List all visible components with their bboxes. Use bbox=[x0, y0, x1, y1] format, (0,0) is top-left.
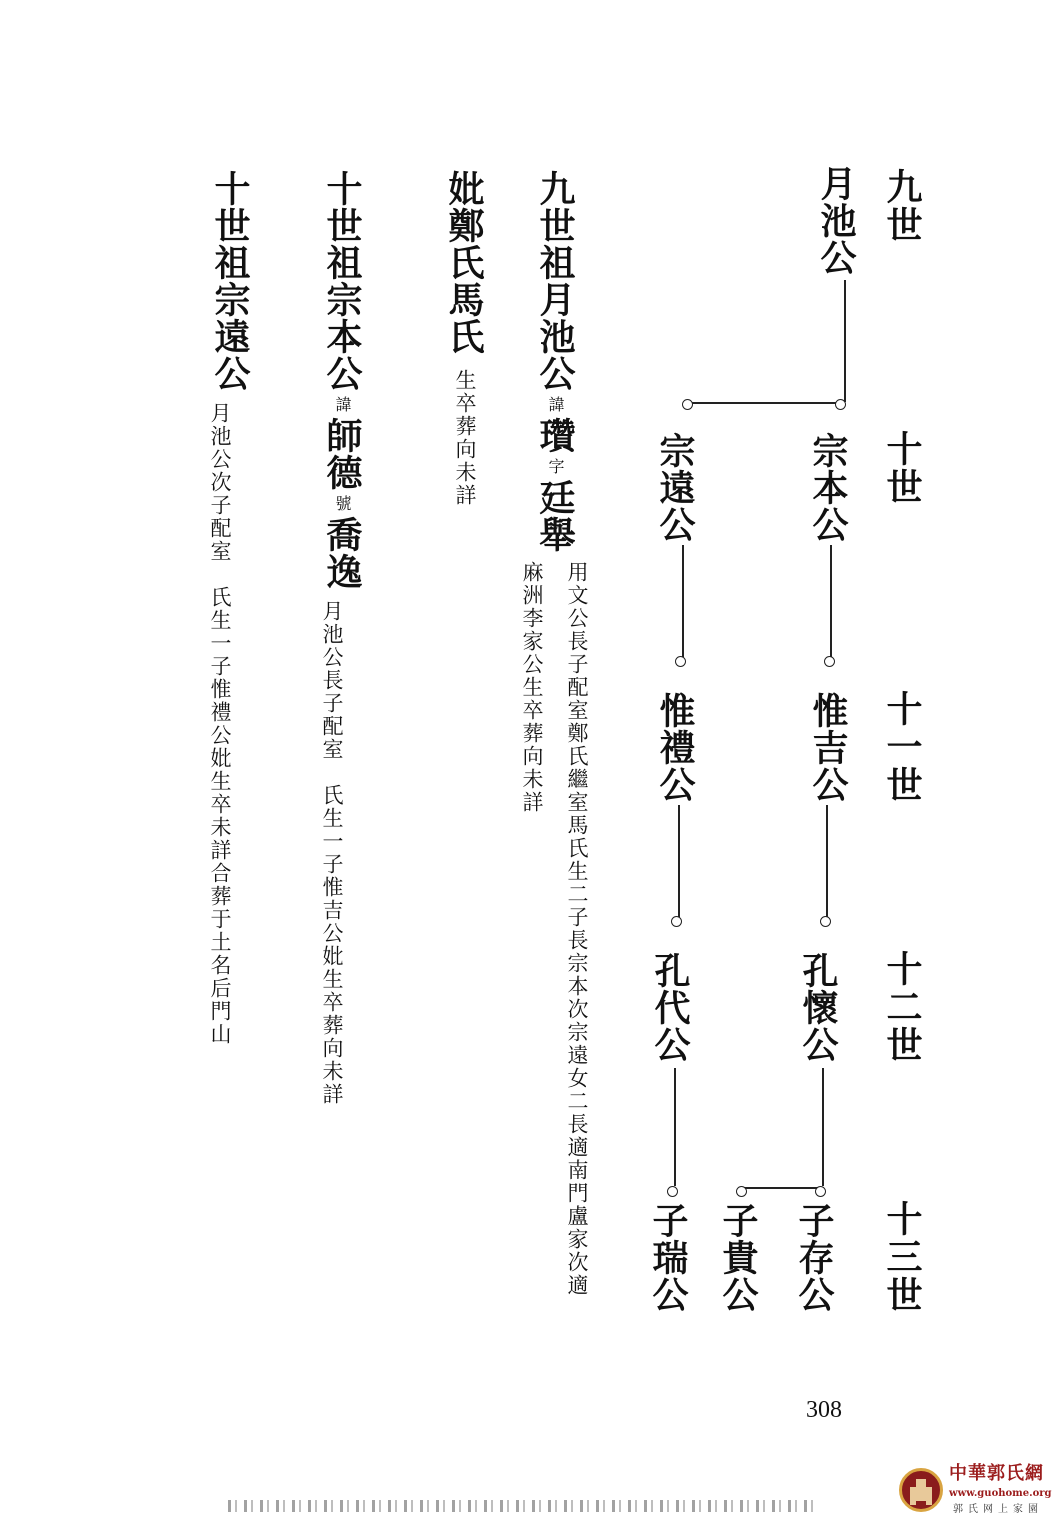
tree-line bbox=[830, 545, 832, 657]
watermark-name: 中華郭氏網 bbox=[949, 1463, 1044, 1484]
tree-line bbox=[682, 545, 684, 657]
tree-node-weiji: 惟吉公 bbox=[807, 692, 849, 803]
tree-node-zongyuan: 宗遠公 bbox=[654, 432, 696, 543]
entry-zongyuan-note: 月池公次子配室 氏生一子惟禮公妣生卒未詳合葬于土名后門山 bbox=[208, 402, 232, 1046]
tree-node-zirui: 子瑞公 bbox=[647, 1202, 689, 1313]
entry-zongben bbox=[320, 170, 363, 1106]
zi-mark: 字 bbox=[546, 458, 565, 475]
tree-node-marker bbox=[815, 1186, 826, 1197]
hui-mark: 諱 bbox=[333, 396, 352, 413]
generation-12: 十二世 bbox=[881, 950, 923, 1064]
tree-node-yuechi: 月池公 bbox=[815, 165, 857, 276]
entry-yuechi bbox=[520, 170, 589, 1297]
tree-line bbox=[822, 1068, 824, 1186]
entry-spouse-heading: 妣鄭氏馬氏 bbox=[443, 170, 485, 355]
given-name: 師德 bbox=[321, 417, 363, 491]
entry-zongben-heading bbox=[321, 170, 363, 590]
entry-zongyuan bbox=[208, 170, 251, 1046]
tree-node-kongdai: 孔代公 bbox=[649, 952, 691, 1063]
tree-line bbox=[678, 805, 680, 917]
scan-artifact bbox=[228, 1500, 818, 1512]
entry-title: 十世祖宗本公 bbox=[321, 170, 363, 392]
entry-yuechi-note-2: 麻洲李家公生卒葬向未詳 bbox=[520, 561, 544, 814]
tree-node-marker bbox=[682, 399, 693, 410]
entry-yuechi-heading bbox=[534, 170, 576, 553]
tree-node-marker bbox=[820, 916, 831, 927]
tree-line bbox=[744, 1187, 822, 1189]
generation-13: 十三世 bbox=[881, 1200, 923, 1314]
tree-node-marker bbox=[671, 916, 682, 927]
generation-11: 十一世 bbox=[881, 690, 923, 804]
courtesy-name: 廷舉 bbox=[534, 479, 576, 553]
page-number: 308 bbox=[806, 1397, 842, 1423]
entry-spouse-note: 生卒葬向未詳 bbox=[453, 369, 477, 507]
hao-mark: 號 bbox=[333, 495, 352, 512]
tree-line bbox=[690, 402, 842, 404]
entry-title: 九世祖月池公 bbox=[534, 170, 576, 392]
watermark-url: www.guohome.org bbox=[949, 1488, 1052, 1499]
tree-node-zicun: 子存公 bbox=[793, 1202, 835, 1313]
entry-yuechi-note-1: 用文公長子配室鄭氏繼室馬氏生二子長宗本次宗遠女二長適南門盧家次適 bbox=[565, 561, 589, 1297]
art-name: 喬逸 bbox=[321, 516, 363, 590]
tree-node-weili: 惟禮公 bbox=[654, 692, 696, 803]
watermark-slogan: 郭氏网上家園 bbox=[953, 1504, 1043, 1515]
tree-node-zigui: 子貴公 bbox=[717, 1202, 759, 1313]
tree-line bbox=[826, 805, 828, 917]
tree-line bbox=[674, 1068, 676, 1186]
tree-node-zongben: 宗本公 bbox=[807, 432, 849, 543]
tree-node-konghuai: 孔懷公 bbox=[797, 952, 839, 1063]
tree-node-marker bbox=[835, 399, 846, 410]
tree-node-marker bbox=[675, 656, 686, 667]
tree-node-marker bbox=[824, 656, 835, 667]
tree-line bbox=[844, 280, 846, 402]
hui-mark: 諱 bbox=[546, 396, 565, 413]
entry-spouse bbox=[443, 170, 485, 507]
entry-yuechi-notes bbox=[521, 561, 587, 1297]
seal-icon bbox=[899, 1468, 943, 1512]
generation-10: 十世 bbox=[881, 430, 923, 506]
watermark-logo bbox=[897, 1464, 1057, 1520]
entry-zongyuan-heading: 十世祖宗遠公 bbox=[209, 170, 251, 392]
given-name: 瓚 bbox=[534, 417, 576, 454]
tree-node-marker bbox=[736, 1186, 747, 1197]
tree-node-marker bbox=[667, 1186, 678, 1197]
entry-zongben-note: 月池公長子配室 氏生一子惟吉公妣生卒葬向未詳 bbox=[320, 600, 344, 1106]
generation-9: 九世 bbox=[881, 168, 923, 244]
